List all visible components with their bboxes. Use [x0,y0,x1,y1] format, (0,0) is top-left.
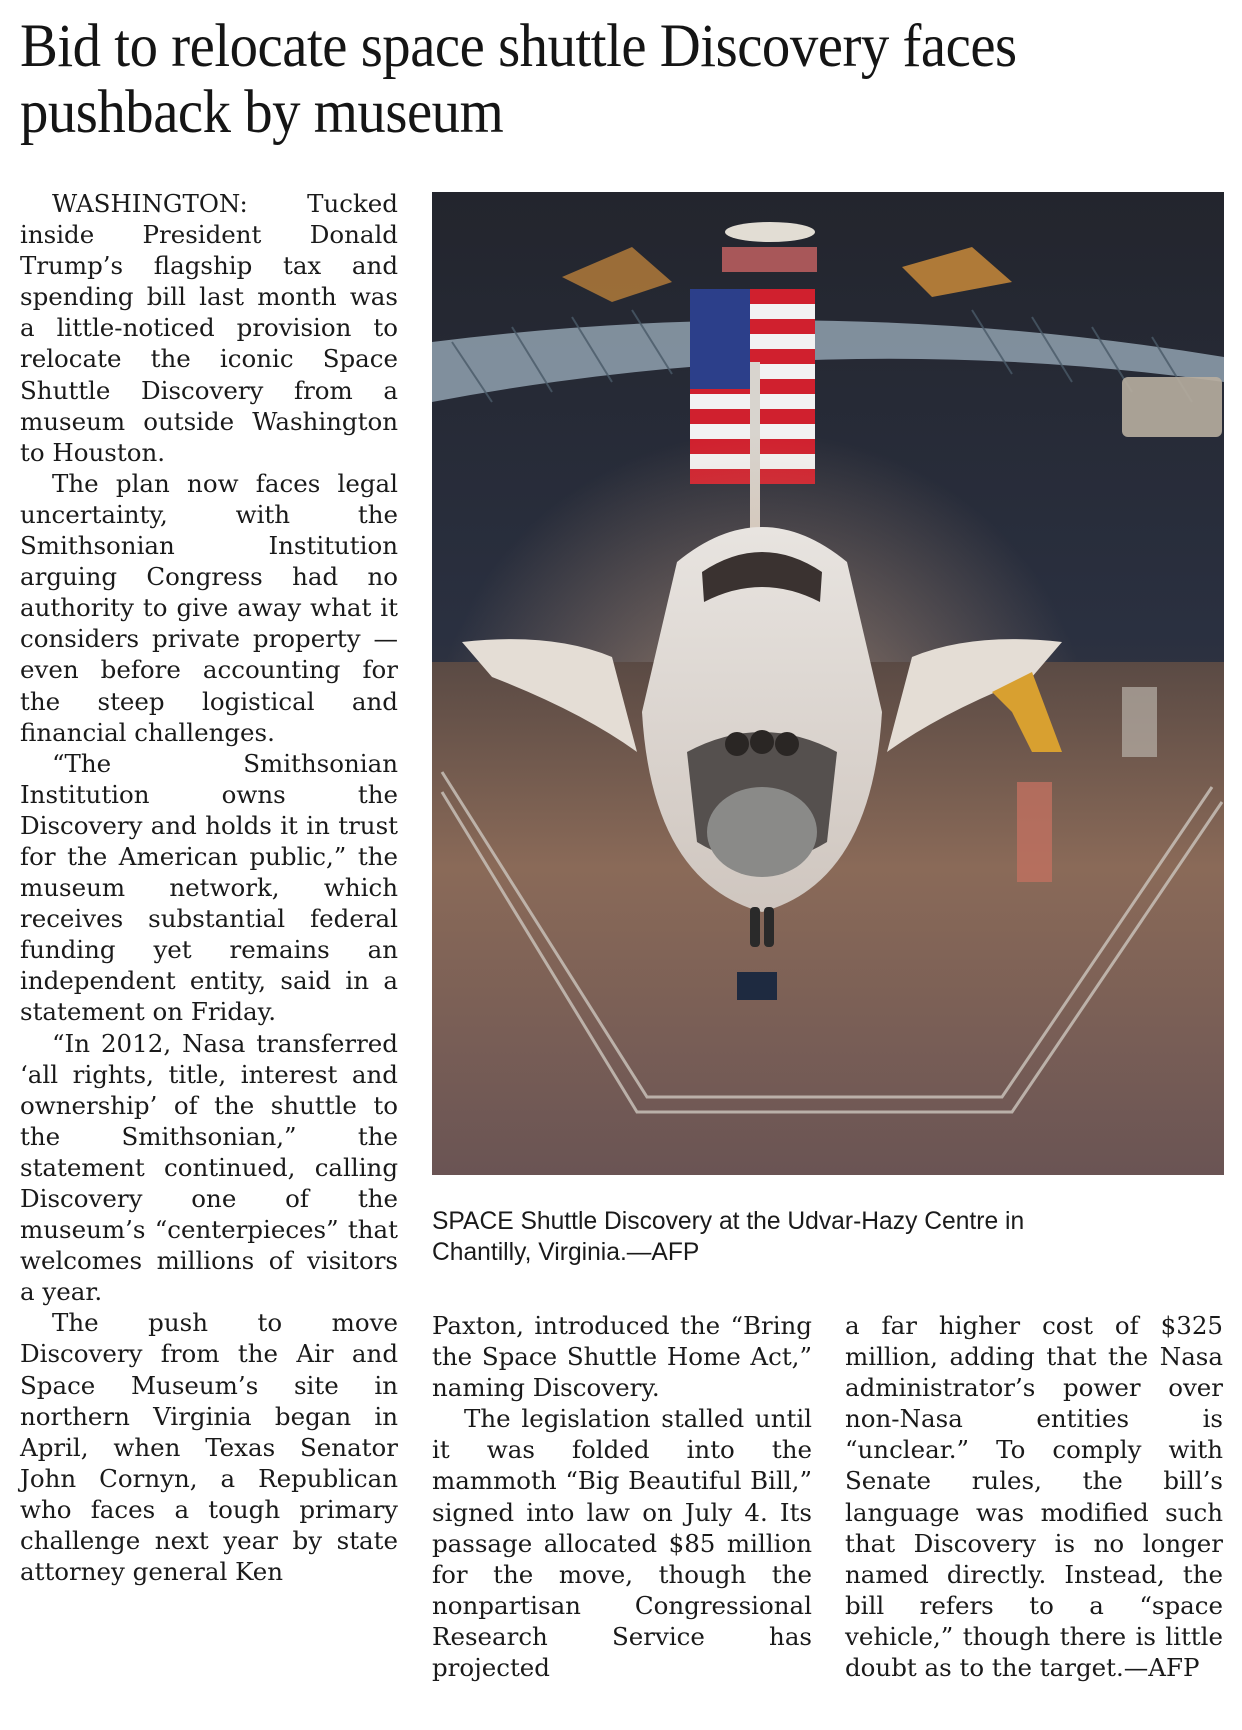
paragraph: “The Smithsonian Institution owns the Discovery and holds it in trust for the American public,” the museum network, which receives substantial federal funding yet remains an independent entity, said in a statement on Friday. [20,748,398,1027]
paragraph: The push to move Discovery from the Air and Space Museum’s site in northern Virginia began in April, when Texas Senator John Cornyn, a Republican who faces a tough primary challenge next year by state attorney general Ken [20,1308,398,1587]
photo-caption [432,1206,1220,1268]
caption-line-1: SPACE Shuttle Discovery at the Udvar-Hazy Centre in [432,1207,1025,1235]
paragraph: a far higher cost of $325 million, adding that the Nasa administrator’s power over non-Nasa entities is “unclear.” To comply with Senate rules, the bill’s language was modified such that Discovery is no longer named directly. Instead, the bill refers to a “space vehicle,” though there is little doubt as to the target.—AFP [845,1311,1223,1683]
paragraph: Paxton, introduced the “Bring the Space Shuttle Home Act,” naming Discovery. [432,1311,812,1403]
paragraph: WASHINGTON: Tucked inside President Donald Trump’s flagship tax and spending bill last month was a little-noticed provision to relocate the iconic Space Shuttle Discovery from a museum outside Washington to Houston. [20,189,398,467]
shuttle-image-icon [432,192,1224,1175]
paragraph: The legislation stalled until it was folded into the mammoth “Big Beautiful Bill,” signed into law on July 4. Its passage allocated $85 million for the move, though the nonpartisan Congressional Research Service has projected [432,1404,812,1683]
article-column-3 [845,1310,1223,1683]
article-column-1 [20,188,398,1587]
shuttle-photo [432,192,1224,1175]
caption-line-2: Chantilly, Virginia.—AFP [432,1238,700,1266]
paragraph: The plan now faces legal uncertainty, with the Smithsonian Institution arguing Congress had no authority to give away what it considers private property — even before accounting for the steep logistical and financial challenges. [20,468,398,747]
headline: Bid to relocate space shuttle Discovery faces pushback by museum [20,13,1017,146]
article-column-2 [432,1310,812,1683]
paragraph: “In 2012, Nasa transferred ‘all rights, title, interest and ownership’ of the shuttle to the Smithsonian,” the statement continued, calling Discovery one of the museum’s “centerpieces” that welcomes millions of visitors a year. [20,1028,398,1307]
